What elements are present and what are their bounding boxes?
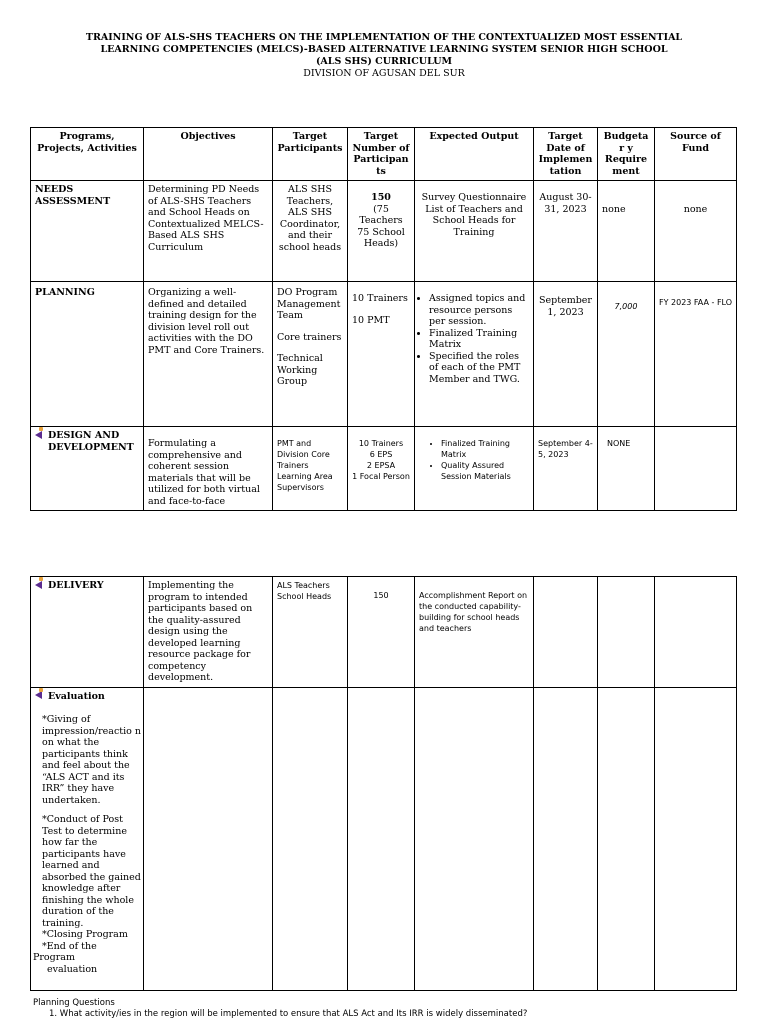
- arrow-bullet-icon: [35, 691, 48, 703]
- objective-needs-assessment: Determining PD Needs of ALS-SHS Teachers and School Heads on Contextualized MELCS-Based ALS SHS Curriculum: [144, 181, 273, 282]
- participants-design-development: PMT and Division Core Trainers Learning Area Supervisors: [273, 427, 348, 511]
- col-header-participants: Target Participants: [273, 128, 348, 181]
- title-line-3: (ALS SHS) CURRICULUM: [315, 56, 453, 67]
- number-item: 2 EPSA: [366, 461, 396, 470]
- evaluation-item: Program: [33, 952, 75, 963]
- col-header-fund: Source of Fund: [655, 128, 737, 181]
- participants-evaluation: [273, 687, 348, 990]
- evaluation-item: *Giving of impression/reactio n on what the participants think and feel about the “ALS ACT and its IRR” they have undertaken.: [42, 714, 141, 806]
- arrow-bullet-icon: [35, 430, 48, 453]
- table-row-delivery: [31, 577, 737, 688]
- fund-delivery: [655, 577, 737, 688]
- number-item: 10 Trainers: [352, 293, 408, 304]
- plan-table-page-1: [30, 127, 737, 511]
- planning-questions-heading: Planning Questions: [33, 998, 115, 1008]
- ppa-delivery: DELIVERY: [31, 577, 144, 688]
- date-delivery: [534, 577, 598, 688]
- participant-item: Technical Working Group: [277, 353, 323, 387]
- ppa-evaluation: Evaluation *Giving of impression/reactio n on what the participants think and feel about the “ALS ACT and its IRR” they have undertaken. *Conduct of Post Test to determine how far the participants have learned and absorbed the gained knowledge after finishing the whole duration of the training. *Closing Program *End of the Program evaluation: [31, 687, 144, 990]
- number-planning: [348, 282, 415, 427]
- participant-item: School Heads: [277, 592, 332, 601]
- title-line-1: TRAINING OF ALS-SHS TEACHERS ON THE IMPLEMENTATION OF THE CONTEXTUALIZED MOST ESSENTIAL: [85, 32, 683, 43]
- participant-item: DO Program Management Team: [277, 287, 341, 321]
- budget-needs-assessment: none: [598, 181, 655, 282]
- list-item: • Quality Assured Session Materials: [441, 460, 529, 482]
- table-row-design-development: [31, 427, 737, 511]
- date-needs-assessment: August 30-31, 2023: [534, 181, 598, 282]
- fund-design-development: [655, 427, 737, 511]
- list-item: • Assigned topics and resource persons per session.: [429, 293, 529, 328]
- evaluation-item: *Conduct of Post Test to determine how far the participants have learned and absorbed the gained knowledge after finishing the whole duration of the training.: [42, 814, 141, 929]
- objective-delivery: Implementing the program to intended participants based on the quality-assured design using the developed learning resource package for competency development.: [144, 577, 273, 688]
- number-breakdown: (75 Teachers 75 School Heads): [357, 203, 405, 249]
- output-delivery: Accomplishment Report on the conducted capability-building for school heads and teachers: [415, 577, 534, 688]
- output-list: [419, 293, 529, 385]
- ppa-design-development: DESIGN AND DEVELOPMENT: [31, 427, 144, 511]
- participants-delivery: [273, 577, 348, 688]
- number-item: 10 PMT: [352, 314, 390, 326]
- evaluation-item: evaluation: [47, 963, 98, 975]
- fund-planning: FY 2023 FAA - FLO: [655, 282, 737, 427]
- output-design-development: [415, 427, 534, 511]
- budget-evaluation: [598, 687, 655, 990]
- budget-design-development: NONE: [598, 427, 655, 511]
- list-item: • Specified the roles of each of the PMT Member and TWG.: [429, 351, 529, 386]
- date-design-development: September 4-5, 2023: [534, 427, 598, 511]
- ppa-needs-assessment: NEEDS ASSESSMENT: [31, 181, 144, 282]
- number-design-development: [348, 427, 415, 511]
- arrow-bullet-icon: [35, 580, 48, 592]
- division-name: DIVISION OF AGUSAN DEL SUR: [303, 68, 465, 79]
- col-header-number: Target Number of Participan ts: [348, 128, 415, 181]
- table-header-row: [31, 128, 737, 181]
- number-item: 10 Trainers: [358, 439, 404, 448]
- fund-evaluation: [655, 687, 737, 990]
- list-item: • Finalized Training Matrix: [441, 438, 529, 460]
- participants-needs-assessment: ALS SHS Teachers, ALS SHS Coordinator, and their school heads: [273, 181, 348, 282]
- ppa-planning: PLANNING: [31, 282, 144, 427]
- document-header: [0, 32, 768, 80]
- planning-question-1: 1. What activity/ies in the region will be implemented to ensure that ALS Act and Its IRR is widely disseminated?: [49, 1009, 528, 1019]
- budget-planning: 7,000: [598, 282, 655, 427]
- table-row-needs-assessment: [31, 181, 737, 282]
- participant-item: ALS Teachers: [277, 581, 330, 590]
- budget-delivery: [598, 577, 655, 688]
- title-line-2: LEARNING COMPETENCIES (MELCS)-BASED ALTERNATIVE LEARNING SYSTEM SENIOR HIGH SCHOOL: [100, 44, 668, 55]
- col-header-date: Target Date of Implemen tation: [534, 128, 598, 181]
- number-item: 6 EPS: [369, 450, 393, 459]
- participant-item: Core trainers: [277, 331, 342, 343]
- col-header-budget: Budgetar y Require ment: [598, 128, 655, 181]
- col-header-objectives: Objectives: [144, 128, 273, 181]
- objective-evaluation: [144, 687, 273, 990]
- output-planning: [415, 282, 534, 427]
- participants-planning: [273, 282, 348, 427]
- number-evaluation: [348, 687, 415, 990]
- evaluation-item: *Closing Program: [42, 929, 128, 940]
- table-row-planning: [31, 282, 737, 427]
- number-needs-assessment: [348, 181, 415, 282]
- fund-needs-assessment: none: [655, 181, 737, 282]
- planning-questions: [33, 998, 527, 1020]
- output-needs-assessment: Survey Questionnaire List of Teachers and School Heads for Training: [415, 181, 534, 282]
- output-list: [419, 438, 529, 482]
- number-item: 1 Focal Person: [352, 472, 410, 481]
- col-header-output: Expected Output: [415, 128, 534, 181]
- plan-table-page-2: [30, 576, 737, 991]
- table-row-evaluation: [31, 687, 737, 990]
- date-evaluation: [534, 687, 598, 990]
- output-evaluation: [415, 687, 534, 990]
- objective-design-development: Formulating a comprehensive and coherent session materials that will be utilized for both virtual and face-to-face: [144, 427, 273, 511]
- number-delivery: 150: [348, 577, 415, 688]
- objective-planning: Organizing a well-defined and detailed training design for the division level roll out activities with the DO PMT and Core Trainers.: [144, 282, 273, 427]
- date-planning: September 1, 2023: [534, 282, 598, 427]
- evaluation-item: *End of the: [42, 940, 97, 952]
- number-total: 150: [371, 192, 391, 203]
- list-item: • Finalized Training Matrix: [429, 328, 529, 351]
- col-header-ppa: Programs, Projects, Activities: [31, 128, 144, 181]
